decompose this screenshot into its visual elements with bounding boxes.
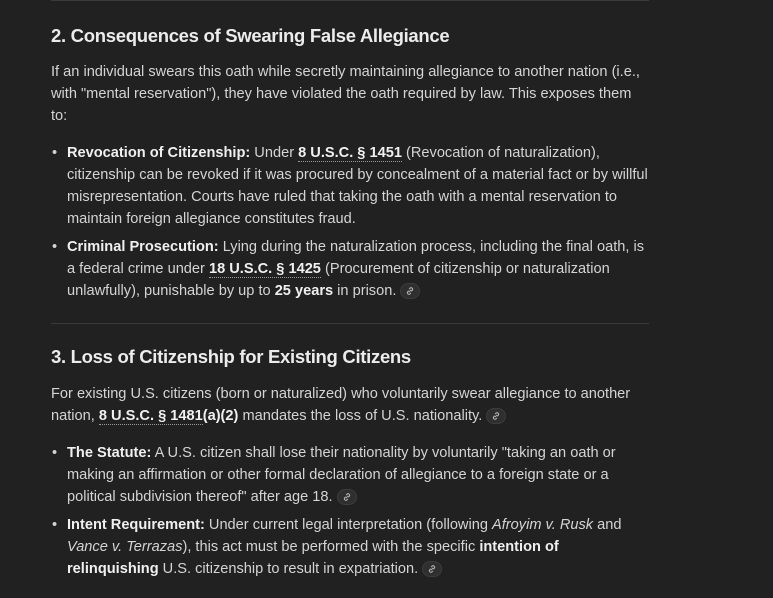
citation-link-icon[interactable]: [400, 283, 420, 299]
list-item-label: Revocation of Citizenship:: [67, 145, 251, 161]
citation-link-icon[interactable]: [486, 408, 506, 424]
case-name: Afroyim v. Rusk: [492, 517, 594, 533]
list-item-label: Intent Requirement:: [67, 517, 205, 533]
text: mandates the loss of U.S. nationality.: [238, 408, 483, 424]
statute-link[interactable]: 8 U.S.C. § 1481: [98, 408, 203, 424]
bullet-icon: •: [52, 445, 58, 461]
text: ), this act must be performed with the specific: [182, 539, 480, 555]
citation-link-icon[interactable]: [337, 489, 357, 505]
text: Under: [250, 145, 299, 161]
list-item: [51, 142, 651, 230]
text: U.S. citizenship to result in expatriation.: [158, 561, 419, 577]
statute-link[interactable]: 18 U.S.C. § 1425: [208, 261, 321, 277]
section-heading: 2. Consequences of Swearing False Allegiance: [51, 25, 450, 46]
bullet-list: [51, 142, 651, 302]
section-heading: 3. Loss of Citizenship for Existing Citizens: [51, 346, 411, 367]
bullet-icon: •: [52, 145, 58, 161]
list-item: [51, 442, 651, 508]
text: For existing U.S. citizens (born or naturalized) who voluntarily swear allegiance to another nation,: [51, 386, 631, 424]
emphasis: intention of relinquishing: [67, 539, 559, 577]
paragraph: [51, 383, 651, 427]
list-item: [51, 236, 651, 302]
statute-link[interactable]: 8 U.S.C. § 1451: [298, 145, 402, 161]
message-content: [51, 0, 651, 580]
bullet-icon: •: [52, 239, 58, 255]
text: Lying during the naturalization process, including the final oath, is a federal crime under: [67, 239, 645, 277]
list-item-label: The Statute:: [67, 445, 152, 461]
section-divider: [51, 323, 649, 324]
list-item: [51, 514, 651, 580]
section-divider: [51, 0, 649, 1]
emphasis: 25 years: [274, 283, 334, 299]
statute-suffix: (a)(2): [202, 408, 239, 424]
text: (Revocation of naturalization), citizenship can be revoked if it was procured by concealment of a material fact or by willful misrepresentation. Courts have ruled that taking the oath with a mental reservation to maintain foreign allegiance constitutes fraud.: [67, 145, 648, 227]
text: A U.S. citizen shall lose their nationality by voluntarily "taking an oath or making an affirmation or other formal declaration of allegiance to a foreign state or a political subdivision thereof" after age 18.: [67, 445, 616, 505]
text: (Procurement of citizenship or naturalization unlawfully), punishable by up to: [67, 261, 610, 299]
case-name: Vance v. Terrazas: [67, 539, 183, 555]
list-item-label: Criminal Prosecution:: [67, 239, 219, 255]
text: and: [593, 517, 622, 533]
bullet-list: [51, 442, 651, 580]
text: Under current legal interpretation (following: [204, 517, 493, 533]
bullet-icon: •: [52, 517, 58, 533]
text: in prison.: [333, 283, 397, 299]
citation-link-icon[interactable]: [422, 561, 442, 577]
paragraph: If an individual swears this oath while secretly maintaining allegiance to another nation (i.e., with "mental reservation"), they have violated the oath required by law. This exposes them to:: [51, 64, 640, 124]
